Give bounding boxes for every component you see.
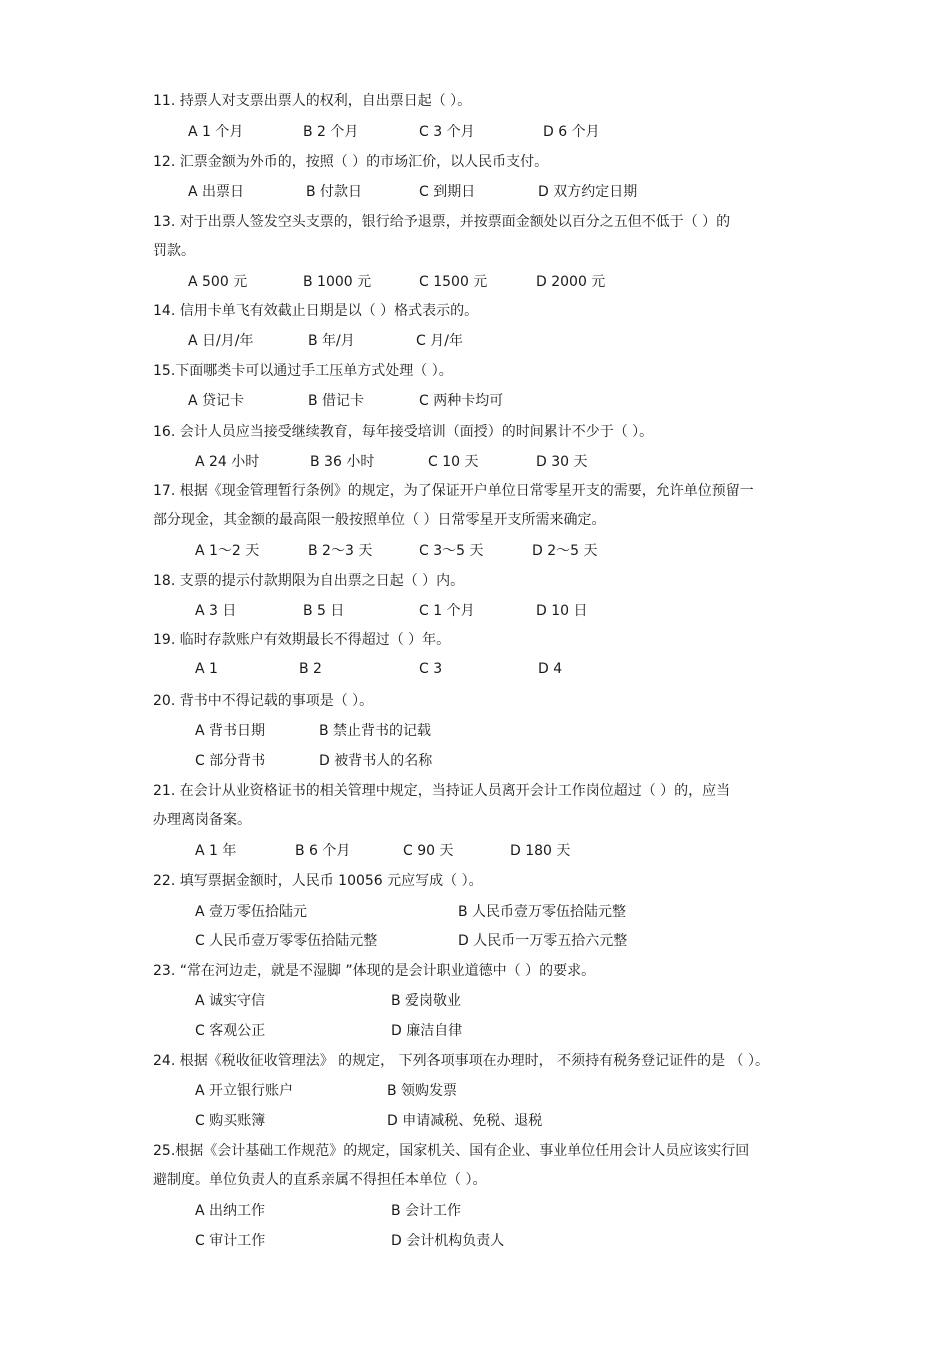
question-25-text-cont: 避制度。单位负责人的直系亲属不得担任本单位（ ）。 xyxy=(153,1172,487,1188)
question-18-option-d: D 10 日 xyxy=(536,603,588,619)
question-11-option-b: B 2 个月 xyxy=(303,124,359,140)
question-25-option-d: D 会计机构负责人 xyxy=(391,1233,505,1249)
question-21-option-a: A 1 年 xyxy=(195,843,237,859)
question-25-text: 25.根据《会计基础工作规范》的规定，国家机关、国有企业、事业单位任用会计人员应该实行回 xyxy=(153,1143,750,1159)
question-14-text: 14. 信用卡单飞有效截止日期是以（ ）格式表示的。 xyxy=(153,303,479,319)
question-16-option-b: B 36 小时 xyxy=(310,454,375,470)
question-21-option-d: D 180 天 xyxy=(510,843,571,859)
question-18-text: 18. 支票的提示付款期限为自出票之日起（ ）内。 xyxy=(153,573,465,589)
question-12-option-a: A 出票日 xyxy=(188,184,245,200)
question-17-option-c: C 3～5 天 xyxy=(419,543,484,559)
question-23-text: 23. “常在河边走，就是不湿脚 ”体现的是会计职业道德中（ ）的要求。 xyxy=(153,963,596,979)
question-17-option-b: B 2～3 天 xyxy=(308,543,373,559)
question-14-option-b: B 年/月 xyxy=(308,333,355,349)
question-15-option-c: C 两种卡均可 xyxy=(419,393,504,409)
question-13-option-b: B 1000 元 xyxy=(303,274,372,290)
question-23-option-a: A 诚实守信 xyxy=(195,993,266,1009)
question-14-option-c: C 月/年 xyxy=(416,333,463,349)
question-23-option-b: B 爱岗敬业 xyxy=(391,993,462,1009)
question-16-option-d: D 30 天 xyxy=(536,454,588,470)
question-19-option-a: A 1 xyxy=(195,661,218,677)
question-16-option-a: A 24 小时 xyxy=(195,454,260,470)
question-24-option-a: A 开立银行账户 xyxy=(195,1083,294,1099)
question-24-option-d: D 申请减税、免税、退税 xyxy=(387,1113,543,1129)
question-20-option-a: A 背书日期 xyxy=(195,723,266,739)
question-11-option-d: D 6 个月 xyxy=(543,124,600,140)
question-12-option-d: D 双方约定日期 xyxy=(538,184,638,200)
question-20-option-c: C 部分背书 xyxy=(195,753,266,769)
question-23-option-c: C 客观公正 xyxy=(195,1023,266,1039)
question-12-text: 12. 汇票金额为外币的，按照（ ）的市场汇价，以人民币支付。 xyxy=(153,154,549,170)
question-21-text: 21. 在会计从业资格证书的相关管理中规定，当持证人员离开会计工作岗位超过（ ）的，应当 xyxy=(153,783,731,799)
question-16-text: 16. 会计人员应当接受继续教育，每年接受培训（面授）的时间累计不少于（ ）。 xyxy=(153,424,654,440)
question-17-option-a: A 1～2 天 xyxy=(195,543,260,559)
question-21-text-cont: 办理离岗备案。 xyxy=(153,812,251,828)
question-25-option-a: A 出纳工作 xyxy=(195,1203,266,1219)
question-23-option-d: D 廉洁自律 xyxy=(391,1023,463,1039)
question-22-option-b: B 人民币壹万零伍拾陆元整 xyxy=(458,904,627,920)
question-11-option-a: A 1 个月 xyxy=(188,124,244,140)
question-20-option-d: D 被背书人的名称 xyxy=(319,753,433,769)
question-13-text: 13. 对于出票人签发空头支票的，银行给予退票，并按票面金额处以百分之五但不低于（ ）的 xyxy=(153,214,731,230)
question-20-text: 20. 背书中不得记载的事项是（ ）。 xyxy=(153,693,374,709)
question-13-option-c: C 1500 元 xyxy=(419,274,488,290)
question-11-text: 11. 持票人对支票出票人的权利，自出票日起（ ）。 xyxy=(153,93,472,109)
question-15-text: 15.下面哪类卡可以通过手工压单方式处理（ ）。 xyxy=(153,363,453,379)
question-24-text: 24. 根据《税收征收管理法》 的规定， 下列各项事项在办理时， 不须持有税务登记证件的是 （ ）。 xyxy=(153,1053,769,1069)
question-18-option-a: A 3 日 xyxy=(195,603,237,619)
question-15-option-b: B 借记卡 xyxy=(308,393,365,409)
question-19-option-b: B 2 xyxy=(299,661,322,677)
question-22-text: 22. 填写票据金额时，人民币 10056 元应写成（ ）。 xyxy=(153,873,483,889)
question-19-text: 19. 临时存款账户有效期最长不得超过（ ）年。 xyxy=(153,632,451,648)
question-12-option-c: C 到期日 xyxy=(419,184,476,200)
question-12-option-b: B 付款日 xyxy=(306,184,363,200)
question-24-option-c: C 购买账簿 xyxy=(195,1113,266,1129)
question-20-option-b: B 禁止背书的记载 xyxy=(319,723,432,739)
question-19-option-c: C 3 xyxy=(419,661,443,677)
question-25-option-b: B 会计工作 xyxy=(391,1203,462,1219)
question-22-option-c: C 人民币壹万零零伍拾陆元整 xyxy=(195,933,378,949)
question-13-option-a: A 500 元 xyxy=(188,274,248,290)
question-17-text-cont: 部分现金，其金额的最高限一般按照单位（ ）日常零星开支所需来确定。 xyxy=(153,512,606,528)
question-16-option-c: C 10 天 xyxy=(428,454,479,470)
question-25-option-c: C 审计工作 xyxy=(195,1233,266,1249)
question-17-text: 17. 根据《现金管理暂行条例》的规定，为了保证开户单位日常零星开支的需要，允许单位预留一 xyxy=(153,483,754,499)
question-17-option-d: D 2～5 天 xyxy=(532,543,598,559)
question-13-text-cont: 罚款。 xyxy=(153,243,195,259)
question-11-option-c: C 3 个月 xyxy=(419,124,475,140)
question-18-option-b: B 5 日 xyxy=(303,603,345,619)
question-22-option-a: A 壹万零伍拾陆元 xyxy=(195,904,308,920)
question-22-option-d: D 人民币一万零五拾六元整 xyxy=(458,933,628,949)
question-15-option-a: A 贷记卡 xyxy=(188,393,245,409)
question-13-option-d: D 2000 元 xyxy=(536,274,606,290)
question-19-option-d: D 4 xyxy=(538,661,563,677)
question-21-option-c: C 90 天 xyxy=(403,843,454,859)
question-18-option-c: C 1 个月 xyxy=(419,603,475,619)
question-14-option-a: A 日/月/年 xyxy=(188,333,254,349)
question-24-option-b: B 领购发票 xyxy=(387,1083,458,1099)
question-21-option-b: B 6 个月 xyxy=(295,843,351,859)
